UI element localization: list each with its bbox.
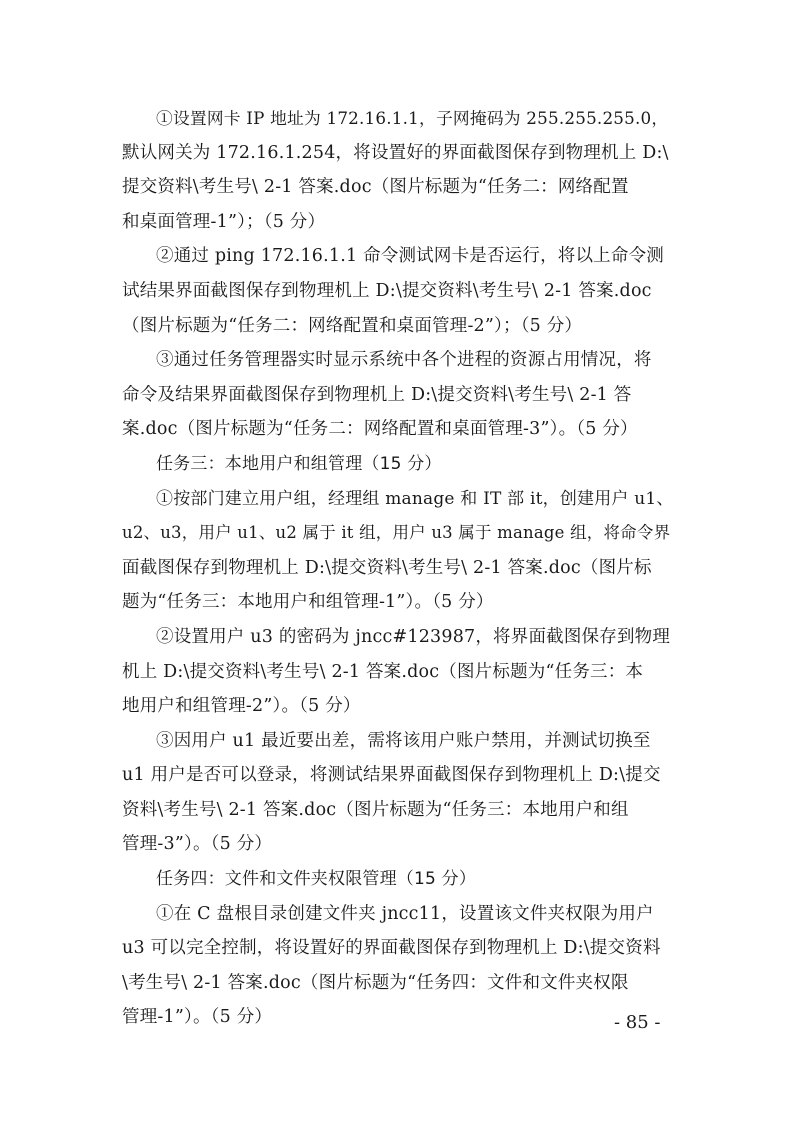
paragraph-line: 机上 D:\提交资料\考生号\ 2-1 答案.doc（图片标题为“任务三：本 (122, 661, 644, 682)
paragraph-line: 管理-3”）。（5 分） (122, 834, 273, 855)
paragraph-line: 提交资料\考生号\ 2-1 答案.doc（图片标题为“任务二：网络配置 (122, 177, 629, 198)
paragraph-line: 管理-1”）。（5 分） (122, 1007, 273, 1028)
paragraph-line: 地用户和组管理-2”）。（5 分） (122, 696, 361, 717)
section-heading: 任务三：本地用户和组管理（15 分） (156, 453, 442, 474)
section-heading: 任务四：文件和文件夹权限管理（15 分） (156, 869, 477, 890)
paragraph-line: u3 可以完全控制，将设置好的界面截图保存到物理机上 D:\提交资料 (122, 938, 661, 959)
paragraph-line: ③通过任务管理器实时显示系统中各个进程的资源占用情况，将 (156, 350, 652, 371)
paragraph-line: u1 用户是否可以登录，将测试结果界面截图保存到物理机上 D:\提交 (122, 765, 661, 786)
paragraph-line: ①设置网卡 IP 地址为 172.16.1.1，子网掩码为 255.255.255.0， (156, 108, 669, 128)
paragraph-line: ①按部门建立用户组，经理组 manage 和 IT 部 it，创建用户 u1、 (156, 488, 674, 509)
paragraph-line: ②设置用户 u3 的密码为 jncc#123987，将界面截图保存到物理 (156, 626, 671, 647)
page-number: - 85 - (614, 1012, 661, 1033)
paragraph-line: \考生号\ 2-1 答案.doc（图片标题为“任务四：文件和文件夹权限 (122, 972, 629, 993)
paragraph-line: 案.doc（图片标题为“任务二：网络配置和桌面管理-3”）。（5 分） (122, 419, 638, 440)
paragraph-line: 命令及结果界面截图保存到物理机上 D:\提交资料\考生号\ 2-1 答 (122, 384, 632, 405)
paragraph-line: ③因用户 u1 最近要出差，需将该用户账户禁用，并测试切换至 (156, 730, 651, 751)
paragraph-line: （图片标题为“任务二：网络配置和桌面管理-2”）；（5 分） (122, 315, 583, 336)
paragraph-line: u2、u3，用户 u1、u2 属于 it 组，用户 u3 属于 manage 组，将命令界 (122, 523, 671, 543)
document-body (122, 101, 674, 1035)
paragraph-line: ①在 C 盘根目录创建文件夹 jncc11，设置该文件夹权限为用户 (156, 903, 654, 924)
paragraph-line: 资料\考生号\ 2-1 答案.doc（图片标题为“任务三：本地用户和组 (122, 799, 629, 820)
paragraph-line: ②通过 ping 172.16.1.1 命令测试网卡是否运行，将以上命令测 (156, 246, 664, 267)
paragraph-line: 题为“任务三：本地用户和组管理-1”）。（5 分） (122, 592, 494, 613)
paragraph-line: 面截图保存到物理机上 D:\提交资料\考生号\ 2-1 答案.doc（图片标 (122, 557, 652, 578)
paragraph-line: 和桌面管理-1”）；（5 分） (122, 211, 326, 232)
paragraph-line: 默认网关为 172.16.1.254，将设置好的界面截图保存到物理机上 D:\ (122, 142, 669, 163)
paragraph-line: 试结果界面截图保存到物理机上 D:\提交资料\考生号\ 2-1 答案.doc (122, 280, 652, 301)
